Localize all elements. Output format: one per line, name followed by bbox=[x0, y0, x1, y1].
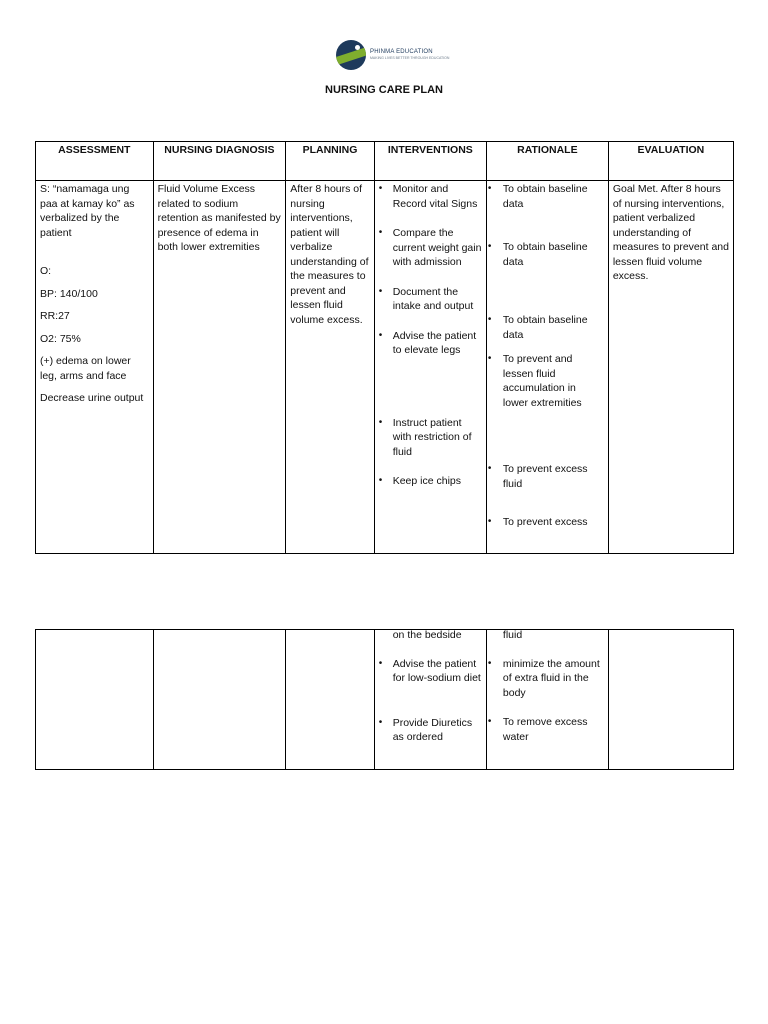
list-item: • Advise the patient for low-sodium diet bbox=[378, 657, 481, 684]
assessment-edema: (+) edema on lower leg, arms and face bbox=[40, 355, 131, 382]
header-assessment: ASSESSMENT bbox=[36, 142, 154, 181]
header-planning: PLANNING bbox=[286, 142, 374, 181]
list-item: • To prevent and lessen fluid accumulation in lower extremities bbox=[487, 353, 582, 409]
list-item: • To prevent excess bbox=[487, 516, 588, 528]
assessment-cell bbox=[36, 630, 154, 770]
logo-tagline: MAKING LIVES BETTER THROUGH EDUCATION bbox=[370, 56, 450, 61]
care-plan-table bbox=[35, 141, 734, 554]
evaluation-cell bbox=[608, 630, 733, 770]
diagnosis-cell bbox=[153, 630, 286, 770]
header-nursing-diagnosis: NURSING DIAGNOSIS bbox=[153, 142, 286, 181]
assessment-subjective: S: “namamaga ung paa at kamay ko” as verbalized by the patient bbox=[40, 183, 135, 239]
rationale-list bbox=[487, 629, 604, 745]
rationale-cell bbox=[486, 181, 608, 554]
planning-cell: After 8 hours of nursing interventions, patient will verbalize understanding of the measures to prevent and lessen fluid volume excess. bbox=[286, 181, 374, 554]
list-item: • To prevent excess fluid bbox=[487, 463, 588, 490]
table-row bbox=[36, 181, 734, 554]
care-plan-table-continued bbox=[35, 629, 734, 770]
header-interventions: INTERVENTIONS bbox=[374, 142, 486, 181]
list-item: • Provide Diuretics as ordered bbox=[378, 716, 473, 743]
list-item: • To obtain baseline data bbox=[487, 183, 588, 210]
assessment-bp: BP: 140/100 bbox=[40, 287, 98, 300]
list-item: • Advise the patient to elevate legs bbox=[378, 329, 477, 356]
assessment-rr: RR:27 bbox=[40, 310, 70, 322]
list-item: • Instruct patient with restriction of fluid bbox=[378, 416, 472, 458]
table-row bbox=[36, 630, 734, 770]
header-evaluation: EVALUATION bbox=[608, 142, 733, 181]
list-item: on the bedside bbox=[392, 629, 462, 641]
list-item: • minimize the amount of extra fluid in the body bbox=[487, 657, 600, 699]
list-item: fluid bbox=[502, 629, 523, 641]
header-row bbox=[36, 142, 734, 181]
evaluation-cell: Goal Met. After 8 hours of nursing interventions, patient verbalized understanding of measures to prevent and lessen fluid volume excess. bbox=[608, 181, 733, 554]
interventions-cell bbox=[374, 181, 486, 554]
list-item: • Keep ice chips bbox=[378, 475, 462, 487]
rationale-cell bbox=[486, 630, 608, 770]
diagnosis-cell: Fluid Volume Excess related to sodium retention as manifested by presence of edema in both lower extremities bbox=[153, 181, 286, 554]
list-item: • To obtain baseline data bbox=[487, 241, 588, 268]
list-item: • To remove excess water bbox=[487, 716, 588, 743]
assessment-o2: O2: 75% bbox=[40, 332, 81, 345]
interventions-list bbox=[379, 630, 482, 745]
logo-name: PHINMA EDUCATION bbox=[370, 49, 433, 56]
interventions-list bbox=[379, 182, 482, 489]
list-item: • Compare the current weight gain with admission bbox=[378, 227, 482, 268]
planning-cell bbox=[286, 630, 374, 770]
list-item: • To obtain baseline data bbox=[487, 314, 588, 341]
logo bbox=[336, 38, 449, 72]
list-item: • Monitor and Record vital Signs bbox=[378, 183, 478, 210]
header-rationale: RATIONALE bbox=[486, 142, 608, 181]
rationale-list bbox=[487, 182, 604, 530]
phinma-globe-logo-icon bbox=[336, 40, 366, 70]
list-item: • Document the intake and output bbox=[378, 285, 474, 312]
assessment-objective-label: O: bbox=[40, 265, 52, 277]
assessment-urine: Decrease urine output bbox=[40, 392, 144, 404]
assessment-cell bbox=[36, 181, 154, 554]
interventions-cell bbox=[374, 630, 486, 770]
page-title: NURSING CARE PLAN bbox=[325, 84, 443, 96]
